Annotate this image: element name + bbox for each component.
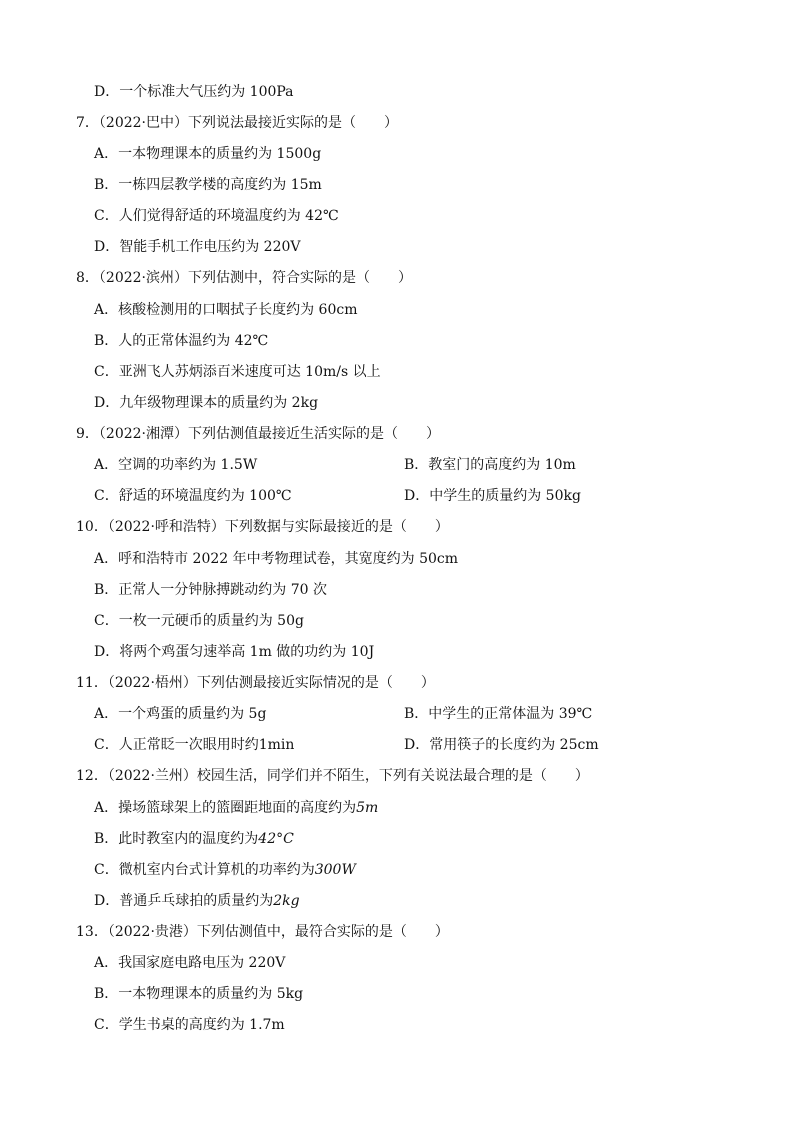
question-11: 11．（2022·梧州）下列估测最接近实际情况的是（ ） [76,675,435,691]
q13-option-b: B．一本物理课本的质量约为 5kg [94,986,304,1002]
q12-option-c [94,860,356,880]
q12-option-c-text: C．微机室内台式计算机的功率约为 [94,862,315,878]
question-8: 8．（2022·滨州）下列估测中，符合实际的是（ ） [76,270,412,286]
question-7: 7．（2022·巴中）下列说法最接近实际的是（ ） [76,115,398,131]
q11-option-b: B．中学生的正常体温为 39℃ [404,706,593,722]
q11-option-a: A．一个鸡蛋的质量约为 5g [94,706,267,722]
q11-option-c: C．人正常眨一次眼用时约1min [94,737,295,753]
q12-option-d-math: 2kg [273,893,300,909]
q7-option-b: B．一栋四层教学楼的高度约为 15m [94,177,322,193]
question-12: 12．（2022·兰州）校园生活，同学们并不陌生，下列有关说法最合理的是（ ） [76,768,589,784]
q6-option-d: D．一个标准大气压约为 100Pa [94,84,294,100]
question-10: 10．（2022·呼和浩特）下列数据与实际最接近的是（ ） [76,519,449,535]
q7-option-a: A．一本物理课本的质量约为 1500g [94,146,322,162]
q8-option-b: B．人的正常体温约为 42℃ [94,333,269,349]
q12-option-d [94,891,300,911]
question-13: 13．（2022·贵港）下列估测值中，最符合实际的是（ ） [76,924,449,940]
q13-option-c: C．学生书桌的高度约为 1.7m [94,1017,285,1033]
q10-option-d: D．将两个鸡蛋匀速举高 1m 做的功约为 10J [94,644,375,660]
q10-option-c: C．一枚一元硬币的质量约为 50g [94,613,304,629]
q10-option-a: A．呼和浩特市 2022 年中考物理试卷，其宽度约为 50cm [94,551,459,567]
q12-option-b-math: 42°C [258,831,294,847]
q12-option-d-text: D．普通乒乓球拍的质量约为 [94,893,274,909]
q9-option-b: B．教室门的高度约为 10m [404,457,576,473]
q8-option-c: C．亚洲飞人苏炳添百米速度可达 10m/s 以上 [94,364,381,380]
q8-option-d: D．九年级物理课本的质量约为 2kg [94,395,319,411]
q11-option-d: D．常用筷子的长度约为 25cm [404,737,599,753]
q12-option-a-math: 5m [356,800,379,816]
q12-option-c-math: 300W [314,862,356,878]
q12-option-b-text: B．此时教室内的温度约为 [94,831,259,847]
q12-option-a [94,798,378,818]
question-9: 9．（2022·湘潭）下列估测值最接近生活实际的是（ ） [76,426,440,442]
q9-option-d: D．中学生的质量约为 50kg [404,488,581,504]
q9-option-c: C．舒适的环境温度约为 100℃ [94,488,292,504]
q10-option-b: B．正常人一分钟脉搏跳动约为 70 次 [94,582,328,598]
q9-option-a: A．空调的功率约为 1.5W [94,457,258,473]
q7-option-c: C．人们觉得舒适的环境温度约为 42℃ [94,208,339,224]
q7-option-d: D．智能手机工作电压约为 220V [94,239,301,255]
q13-option-a: A．我国家庭电路电压为 220V [94,955,286,971]
q12-option-b [94,829,294,849]
q12-option-a-text: A．操场篮球架上的篮圈距地面的高度约为 [94,800,357,816]
q8-option-a: A．核酸检测用的口咽拭子长度约为 60cm [94,302,358,318]
